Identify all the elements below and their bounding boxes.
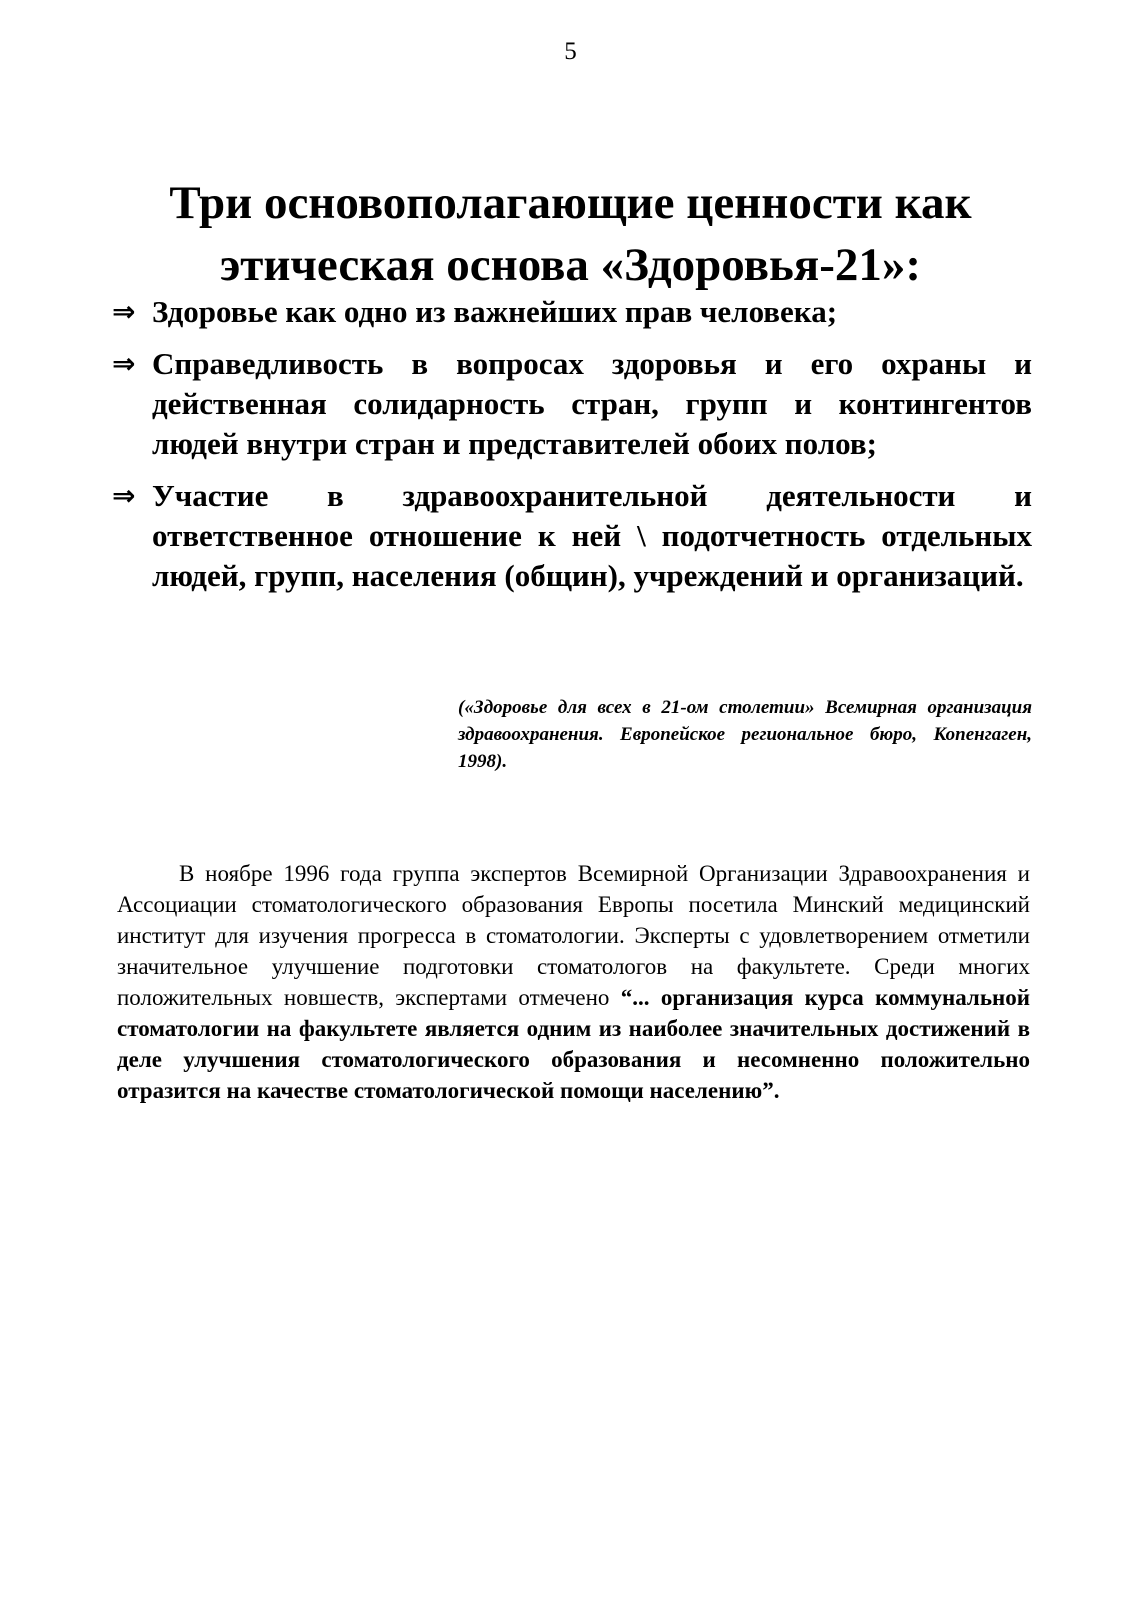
double-arrow-icon: ⇒ — [112, 347, 136, 380]
paragraph-intro: В ноябре 1996 года группа экспертов Всемирной Организации Здравоохранения и Ассоциации стоматологического образования Европы посетила Минский медицинский институт для изучения прогресса в стоматологии. Эксперты с удовлетворением отметили значительное улучшение подготовки стоматологов на факультете. Среди многих положительных новшеств, экспертами отмечено — [117, 861, 1030, 1010]
page-number: 5 — [564, 38, 577, 65]
value-text: Здоровье как одно из важнейших прав человека; — [152, 294, 838, 329]
value-item-participation — [112, 476, 1032, 596]
paragraph-quote: “... организация курса коммунальной стоматологии на факультете является одним из наиболее значительных достижений в деле улучшения стоматологического образования и несомненно положительно отразится на качестве стоматологической помощи населению”. — [117, 985, 1030, 1103]
body-paragraph — [117, 858, 1030, 1106]
value-text: Справедливость в вопросах здоровья и его охраны и действенная солидарность стран, групп и контингентов людей внутри стран и представителей обоих полов; — [152, 346, 1032, 461]
value-item-health-right — [112, 292, 1032, 332]
double-arrow-icon: ⇒ — [112, 479, 136, 512]
page-title: Три основополагающие ценности как этическая основа «Здоровья-21»: — [169, 177, 972, 291]
citation: («Здоровье для всех в 21-ом столетии» Всемирная организация здравоохранения. Европейское региональное бюро, Копенгаген, 1998). — [458, 697, 1032, 772]
value-text: Участие в здравоохранительной деятельности и ответственное отношение к ней \ подотчетность отдельных людей, групп, населения (общин), учреждений и организаций. — [152, 478, 1032, 593]
double-arrow-icon: ⇒ — [112, 295, 136, 328]
values-list — [112, 292, 1032, 608]
value-item-equity — [112, 344, 1032, 464]
